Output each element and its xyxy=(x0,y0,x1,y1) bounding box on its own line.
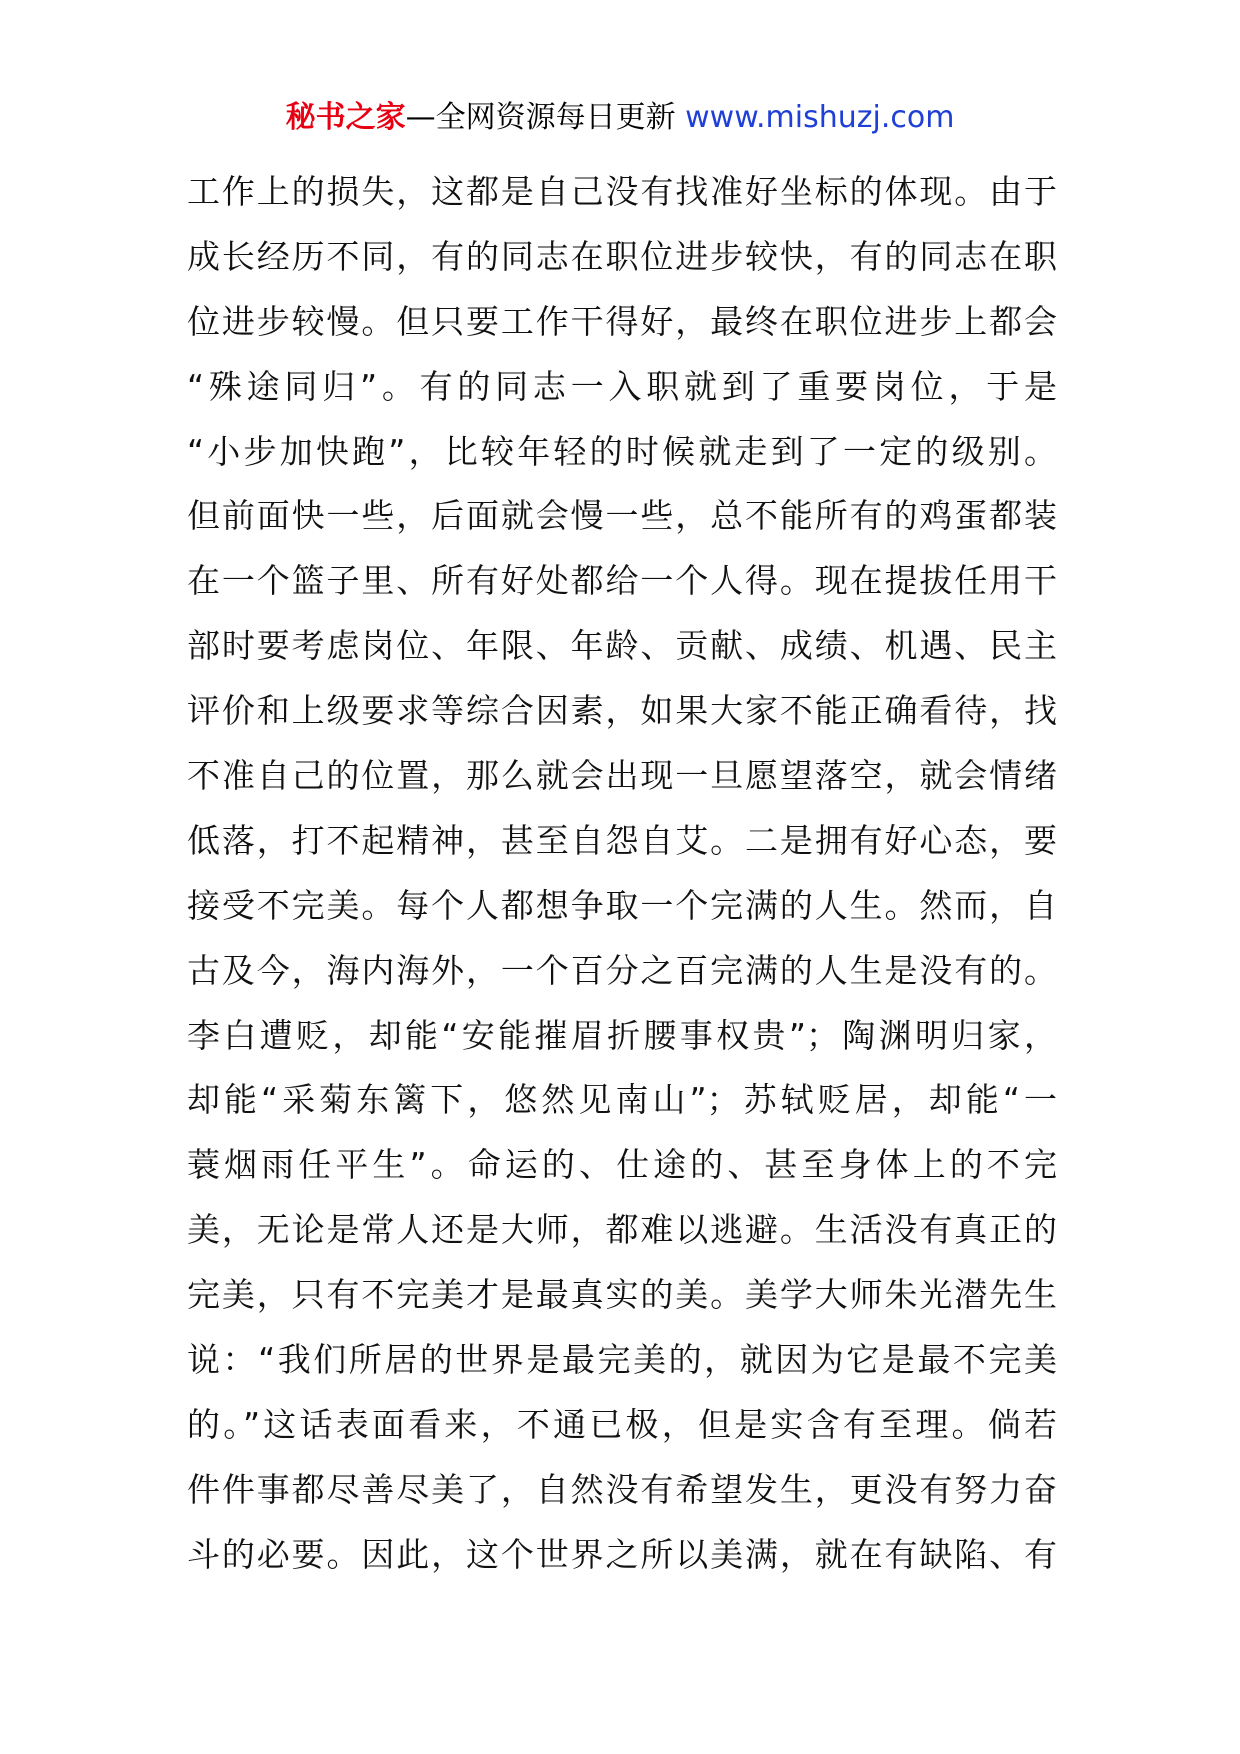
text-line: 评价和上级要求等综合因素，如果大家不能正确看待，找 xyxy=(187,691,1057,731)
body-text xyxy=(187,160,1057,1588)
text-line: 位进步较慢。但只要工作干得好，最终在职位进步上都会 xyxy=(187,301,1057,341)
text-line: 低落，打不起精神，甚至自怨自艾。二是拥有好心态，要 xyxy=(187,820,1057,860)
text-line: 不准自己的位置，那么就会出现一旦愿望落空，就会情绪 xyxy=(187,756,1057,796)
text-line: 李白遭贬，却能“安能摧眉折腰事权贵”；陶渊明归家， xyxy=(187,1015,1057,1055)
page-header xyxy=(0,98,1240,138)
text-line: 斗的必要。因此，这个世界之所以美满，就在有缺陷、有 xyxy=(187,1534,1057,1574)
brand-name: 秘书之家 xyxy=(285,100,406,135)
text-line: 工作上的损失，这都是自己没有找准好坐标的体现。由于 xyxy=(187,172,1057,211)
text-line: 却能“采菊东篱下，悠然见南山”；苏轼贬居，却能“一 xyxy=(187,1080,1057,1120)
text-line: 说：“我们所居的世界是最完美的，就因为它是最不完美 xyxy=(187,1340,1057,1380)
text-line: 完美，只有不完美才是最真实的美。美学大师朱光潜先生 xyxy=(187,1275,1057,1315)
text-line: 蓑烟雨任平生”。命运的、仕途的、甚至身体上的不完 xyxy=(187,1145,1057,1185)
header-url-link[interactable]: www.mishuzj.com xyxy=(685,100,955,135)
text-line: 部时要考虑岗位、年限、年龄、贡献、成绩、机遇、民主 xyxy=(187,626,1057,666)
text-line: 件件事都尽善尽美了，自然没有希望发生，更没有努力奋 xyxy=(187,1469,1057,1509)
text-line: 但前面快一些，后面就会慢一些，总不能所有的鸡蛋都装 xyxy=(187,496,1057,536)
text-line: 古及今，海内海外，一个百分之百完满的人生是没有的。 xyxy=(187,950,1057,990)
text-line: 成长经历不同，有的同志在职位进步较快，有的同志在职 xyxy=(187,236,1057,276)
header-tagline: —全网资源每日更新 xyxy=(405,100,676,135)
text-line: 美，无论是常人还是大师，都难以逃避。生活没有真正的 xyxy=(187,1210,1057,1250)
text-line: “殊途同归”。有的同志一入职就到了重要岗位，于是 xyxy=(187,366,1057,406)
text-line: 的。”这话表面看来，不通已极，但是实含有至理。倘若 xyxy=(187,1404,1057,1444)
text-line: “小步加快跑”，比较年轻的时候就走到了一定的级别。 xyxy=(187,431,1057,471)
text-line: 接受不完美。每个人都想争取一个完满的人生。然而，自 xyxy=(187,885,1057,925)
text-line: 在一个篮子里、所有好处都给一个人得。现在提拔任用干 xyxy=(187,561,1057,601)
